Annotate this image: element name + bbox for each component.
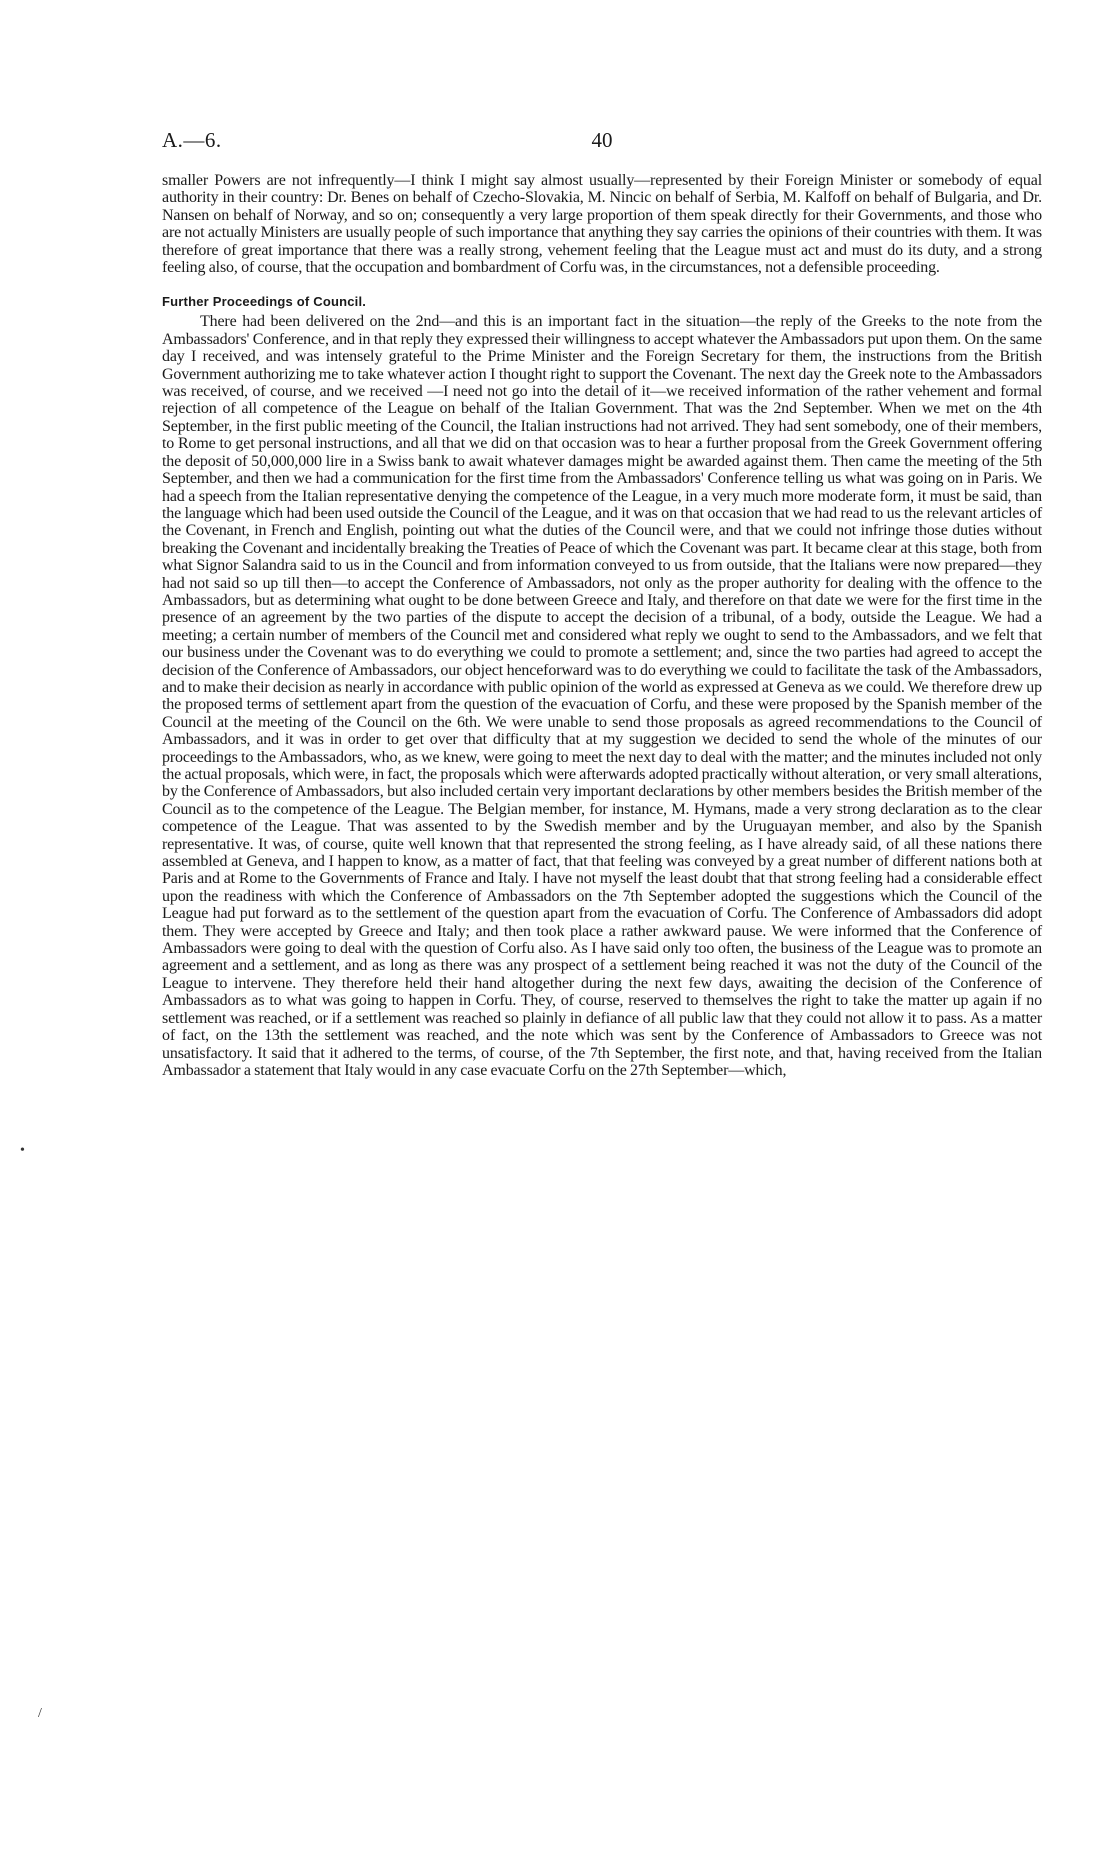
document-reference: A.—6. [162, 128, 222, 152]
margin-tick-mark: / [38, 1706, 42, 1721]
page-header [162, 128, 1042, 158]
section-heading: Further Proceedings of Council. [162, 294, 367, 310]
document-page [162, 128, 1042, 1079]
paragraph-continued: smaller Powers are not infrequently—I think I might say almost usually—represented by their Foreign Minister or somebody of equal authority in their country: Dr. Benes on behalf of Czecho-Slovakia, M. Nincic on behalf of Serbia, M. Kalfoff on behalf of Bulgaria, and Dr. Nansen on behalf of Norway, and so on; consequently a very large proportion of them speak directly for their Governments, and those who are not actually Ministers are usually people of such importance that anything they say carries the opinions of their countries with them. It was therefore of great importance that there was a really strong, vehement feeling that the League must act and must do its duty, and a strong feeling also, of course, that the occupation and bombardment of Corfu was, in the circumstances, not a defensible proceeding. [162, 172, 1042, 277]
paragraph-council-proceedings: There had been delivered on the 2nd—and this is an important fact in the situation—the reply of the Greeks to the note from the Ambassadors' Conference, and in that reply they expressed their willingness to accept whatever the Ambassadors put upon them. On the same day I received, and was intensely grateful to the Prime Minister and the Foreign Secretary for them, the instructions from the British Government authorizing me to take whatever action I thought right to support the Covenant. The next day the Greek note to the Ambassadors was received, of course, and we received —I need not go into the detail of it—we received information of the rather vehement and formal rejection of all competence of the League on behalf of the Italian Government. That was the 2nd September. When we met on the 4th September, in the first public meeting of the Council, the Italian instructions had not arrived. They had sent somebody, one of their members, to Rome to get personal instructions, and all that we did on that occasion was to hear a further proposal from the Greek Government offering the deposit of 50,000,000 lire in a Swiss bank to await whatever damages might be awarded against them. Then came the meeting of the 5th September, and then we had a communication for the first time from the Ambassadors' Conference telling us what was going on in Paris. We had a speech from the Italian representative denying the competence of the League, in a very much more moderate form, it must be said, than the language which had been used outside the Council of the League, and it was on that occasion that we had read to us the relevant articles of the Covenant, in French and English, pointing out what the duties of the Council were, and that we could not infringe those duties without breaking the Covenant and incidentally breaking the Treaties of Peace of which the Covenant was part. It became clear at this stage, both from what Signor Salandra said to us in the Council and from information conveyed to us from outside, that the Italians were now prepared—they had not said so up till then—to accept the Conference of Ambassadors, not only as the proper authority for dealing with the offence to the Ambassadors, but as determining what ought to be done between Greece and Italy, and therefore on that date we were for the first time in the presence of an agreement by the two parties of the dispute to accept the decision of a tribunal, of a body, outside the League. We had a meeting; a certain number of members of the Council met and considered what reply we ought to send to the Ambassadors, and we felt that our business under the Covenant was to do everything we could to promote a settlement; and, since the two parties had agreed to accept the decision of the Conference of Ambassadors, our object henceforward was to do everything we could to facilitate the task of the Ambassadors, and to make their decision as nearly in accordance with public opinion of the world as expressed at Geneva as we could. We therefore drew up the proposed terms of settlement apart from the question of the evacuation of Corfu, and these were proposed by the Spanish member of the Council at the meeting of the Council on the 6th. We were unable to send those proposals as agreed recommendations to the Council of Ambassadors, and it was in order to get over that difficulty that at my suggestion we decided to send the whole of the minutes of our proceedings to the Ambassadors, who, as we knew, were going to meet the next day to deal with the matter; and the minutes included not only the actual proposals, which were, in fact, the proposals which were afterwards adopted practically without alteration, or very small alterations, by the Conference of Ambassadors, but also included certain very important declarations by other members besides the British member of the Council as to the competence of the League. The Belgian member, for instance, M. Hymans, made a very strong declaration as to the clear competence of the League. That was assented to by the Swedish member and by the Uruguayan member, and also by the Spanish representative. It was, of course, quite well known that that represented the strong feeling, as I have already said, of all these nations there assembled at Geneva, and I happen to know, as a matter of fact, that that feeling was conveyed by a great number of different nations both at Paris and at Rome to the Governments of France and Italy. I have not myself the least doubt that that strong feeling had a considerable effect upon the readiness with which the Conference of Ambassadors on the 7th September adopted the suggestions which the Council of the League had put forward as to the settlement of the question apart from the evacuation of Corfu. The Conference of Ambassadors did adopt them. They were accepted by Greece and Italy; and then took place a rather awkward pause. We were informed that the Conference of Ambassadors were going to deal with the question of Corfu also. As I have said only too often, the business of the League was to promote an agreement and a settlement, and as long as there was any prospect of a settlement being reached it was not the duty of the Council of the League to intervene. They therefore held their hand altogether during the next few days, awaiting the decision of the Conference of Ambassadors as to what was going to happen in Corfu. They, of course, reserved to themselves the right to take the matter up again if no settlement was reached, or if a settlement was reached so plainly in defiance of all public law that they could not allow it to pass. As a matter of fact, on the 13th the settlement was reached, and the note which was sent by the Conference of Ambassadors to Greece was not unsatisfactory. It said that it adhered to the terms, of course, of the 7th September, the first note, and that, having received from the Italian Ambassador a statement that Italy would in any case evacuate Corfu on the 27th September—which, [162, 313, 1042, 1079]
margin-dot-mark: • [20, 1143, 25, 1158]
page-number: 40 [591, 128, 613, 152]
